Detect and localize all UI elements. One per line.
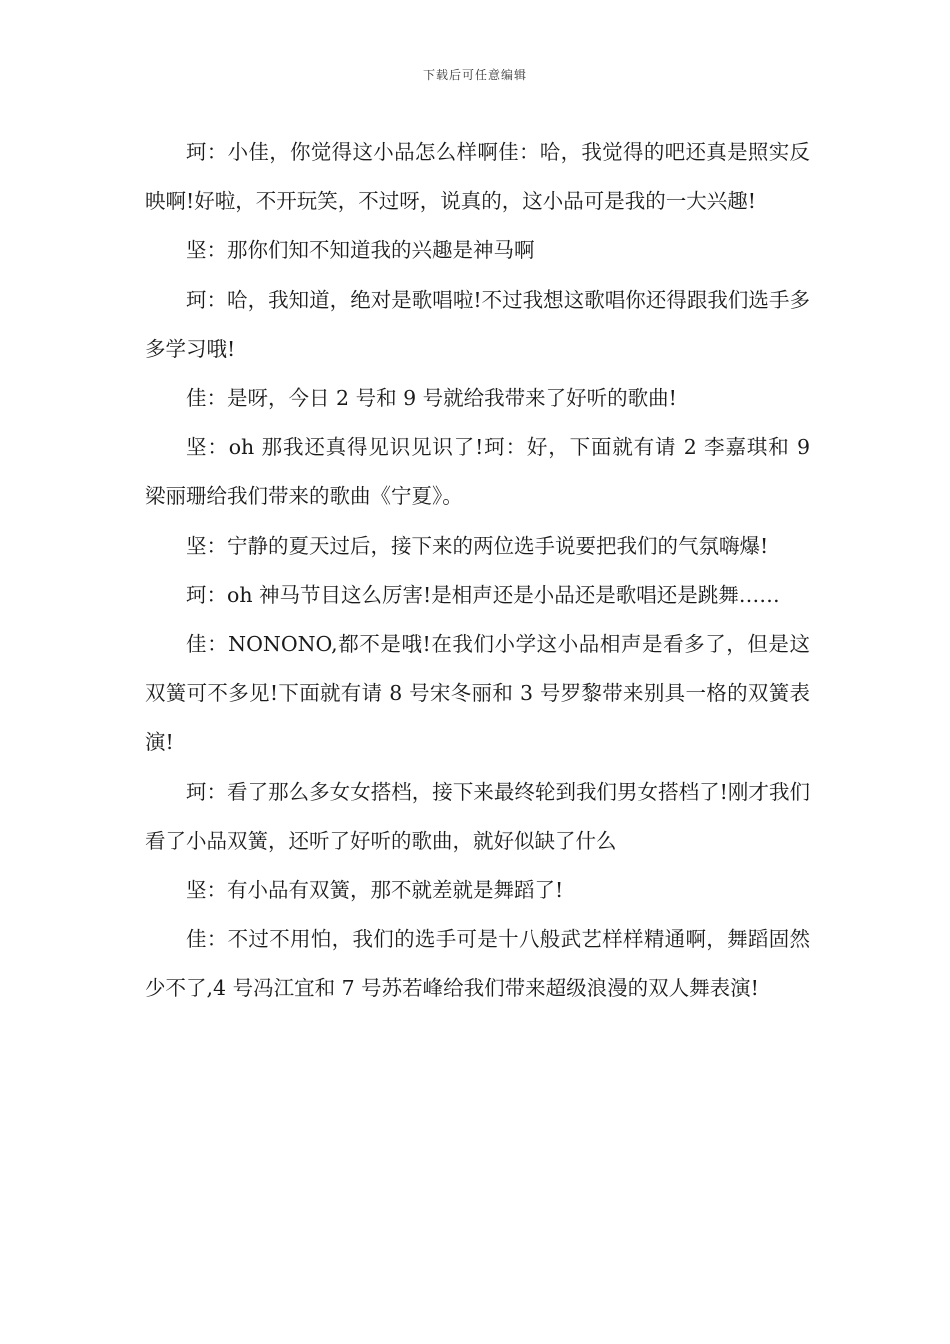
paragraph: 佳：是呀，今日 2 号和 9 号就给我带来了好听的歌曲! [186, 386, 677, 411]
paragraph: 珂：哈，我知道，绝对是歌唱啦!不过我想这歌唱你还得跟我们选手多多学习哦! [145, 287, 810, 361]
paragraph: 珂：看了那么多女女搭档，接下来最终轮到我们男女搭档了!刚才我们看了小品双簧，还听了好听的歌曲，就好似缺了什么 [145, 779, 810, 853]
paragraph: 佳：NONONO,都不是哦!在我们小学这小品相声是看多了，但是这双簧可不多见!下面就有请 8 号宋冬丽和 3 号罗黎带来别具一格的双簧表演! [145, 632, 810, 755]
paragraph: 佳：不过不用怕，我们的选手可是十八般武艺样样精通啊，舞蹈固然少不了,4 号冯江宜和 7 号苏若峰给我们带来超级浪漫的双人舞表演! [145, 927, 810, 1001]
paragraph: 坚：oh 那我还真得见识见识了!珂：好，下面就有请 2 李嘉琪和 9 梁丽珊给我们带来的歌曲《宁夏》。 [145, 435, 810, 509]
paragraph: 珂：oh 神马节目这么厉害!是相声还是小品还是歌唱还是跳舞…… [186, 582, 780, 607]
paragraph: 坚：有小品有双簧，那不就差就是舞蹈了! [186, 878, 564, 903]
paragraph: 坚：宁静的夏天过后，接下来的两位选手说要把我们的气氛嗨爆! [186, 533, 769, 558]
paragraph: 珂：小佳，你觉得这小品怎么样啊佳：哈，我觉得的吧还真是照实反映啊!好啦，不开玩笑，不过呀，说真的，这小品可是我的一大兴趣! [145, 140, 810, 214]
paragraph: 坚：那你们知不知道我的兴趣是神马啊 [186, 238, 535, 263]
document-body [145, 128, 810, 1014]
page-header: 下载后可任意编辑 [422, 68, 527, 82]
